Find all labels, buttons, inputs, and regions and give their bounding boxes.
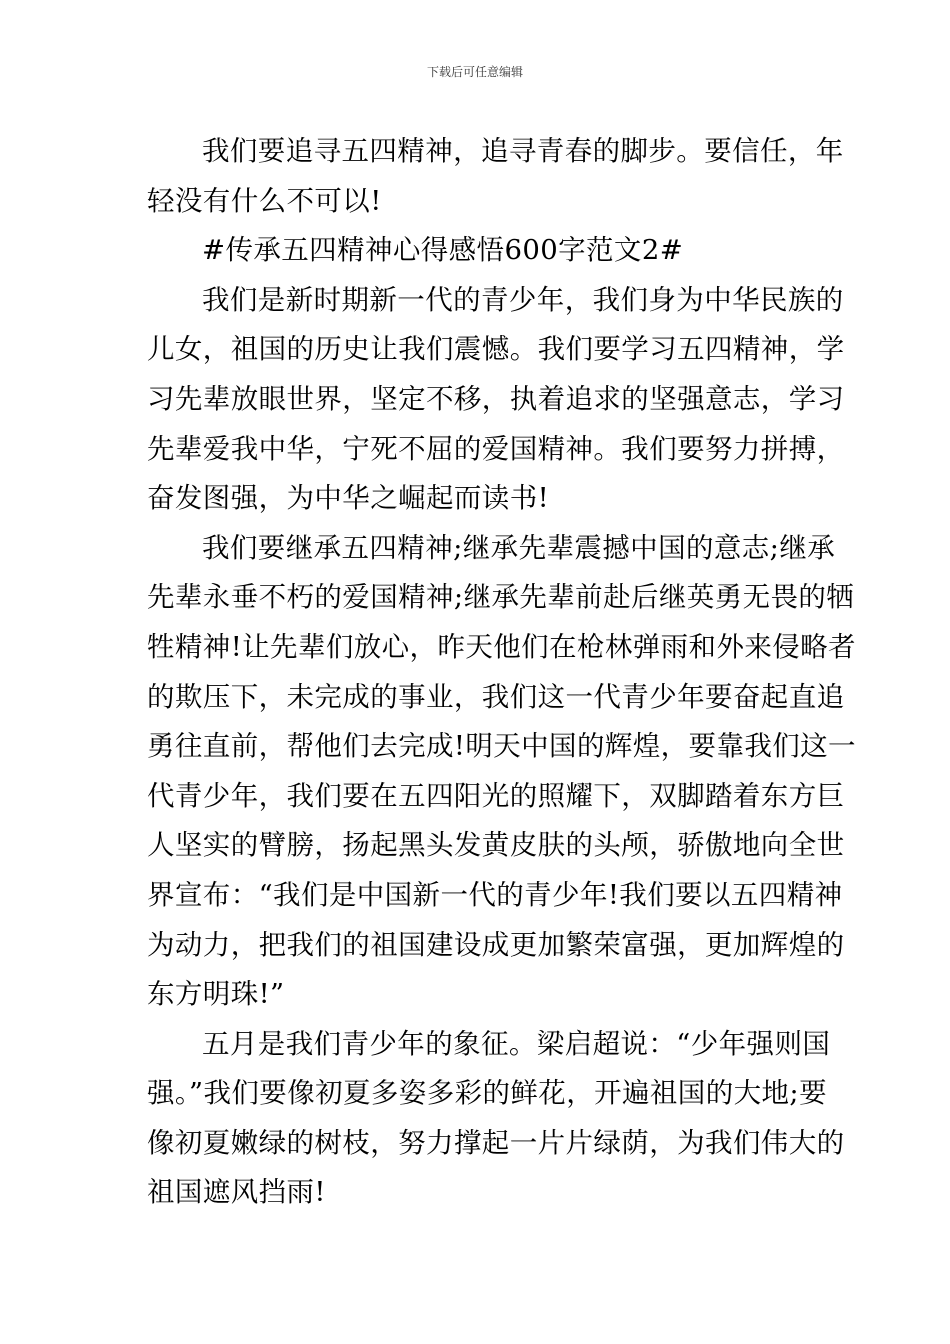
text-line: 像初夏嫩绿的树枝，努力撑起一片片绿荫，为我们伟大的	[147, 1126, 845, 1159]
section-heading	[147, 226, 807, 276]
paragraph-4	[147, 1020, 845, 1218]
body-text	[147, 127, 856, 1218]
text-line: 五月是我们青少年的象征。梁启超说：“少年强则国	[202, 1027, 831, 1060]
text-line: 习先辈放眼世界，坚定不移，执着追求的坚强意志，学习	[147, 382, 845, 415]
text-line: 轻没有什么不可以!	[147, 184, 382, 217]
text-line: 祖国遮风挡雨!	[147, 1176, 326, 1209]
text-line: 强。”我们要像初夏多姿多彩的鲜花，开遍祖国的大地;要	[147, 1077, 827, 1110]
text-line: 奋发图强，为中华之崛起而读书!	[147, 482, 550, 515]
text-line: 的欺压下，未完成的事业，我们这一代青少年要奋起直追	[147, 680, 845, 713]
paragraph-3	[147, 524, 856, 1020]
text-line: 我们要继承五四精神;继承先辈震撼中国的意志;继承	[202, 531, 836, 564]
text-line: 我们要追寻五四精神，追寻青春的脚步。要信任，年	[202, 135, 844, 167]
text-line: 界宣布：“我们是中国新一代的青少年!我们要以五四精神	[147, 878, 843, 911]
paragraph-1	[147, 127, 844, 226]
text-line: 为动力，把我们的祖国建设成更加繁荣富强，更加辉煌的	[147, 928, 845, 961]
text-line: 人坚实的臂膀，扬起黑头发黄皮肤的头颅，骄傲地向全世	[147, 829, 845, 862]
paragraph-2	[147, 276, 845, 524]
text-line: 代青少年，我们要在五四阳光的照耀下，双脚踏着东方巨	[147, 779, 845, 812]
heading-line: #传承五四精神心得感悟600字范文2#	[202, 234, 684, 267]
header-note: 下载后可任意编辑	[426, 65, 523, 79]
text-line: 牲精神!让先辈们放心，昨天他们在枪林弹雨和外来侵略者	[147, 630, 856, 663]
text-line: 勇往直前，帮他们去完成!明天中国的辉煌，要靠我们这一	[147, 730, 856, 763]
text-line: 先辈爱我中华，宁死不屈的爱国精神。我们要努力拼搏，	[147, 432, 845, 465]
text-line: 儿女，祖国的历史让我们震憾。我们要学习五四精神，学	[147, 333, 845, 366]
text-line: 我们是新时期新一代的青少年，我们身为中华民族的	[202, 283, 844, 316]
text-line: 先辈永垂不朽的爱国精神;继承先辈前赴后继英勇无畏的牺	[147, 581, 855, 614]
text-line: 东方明珠!”	[147, 978, 285, 1011]
